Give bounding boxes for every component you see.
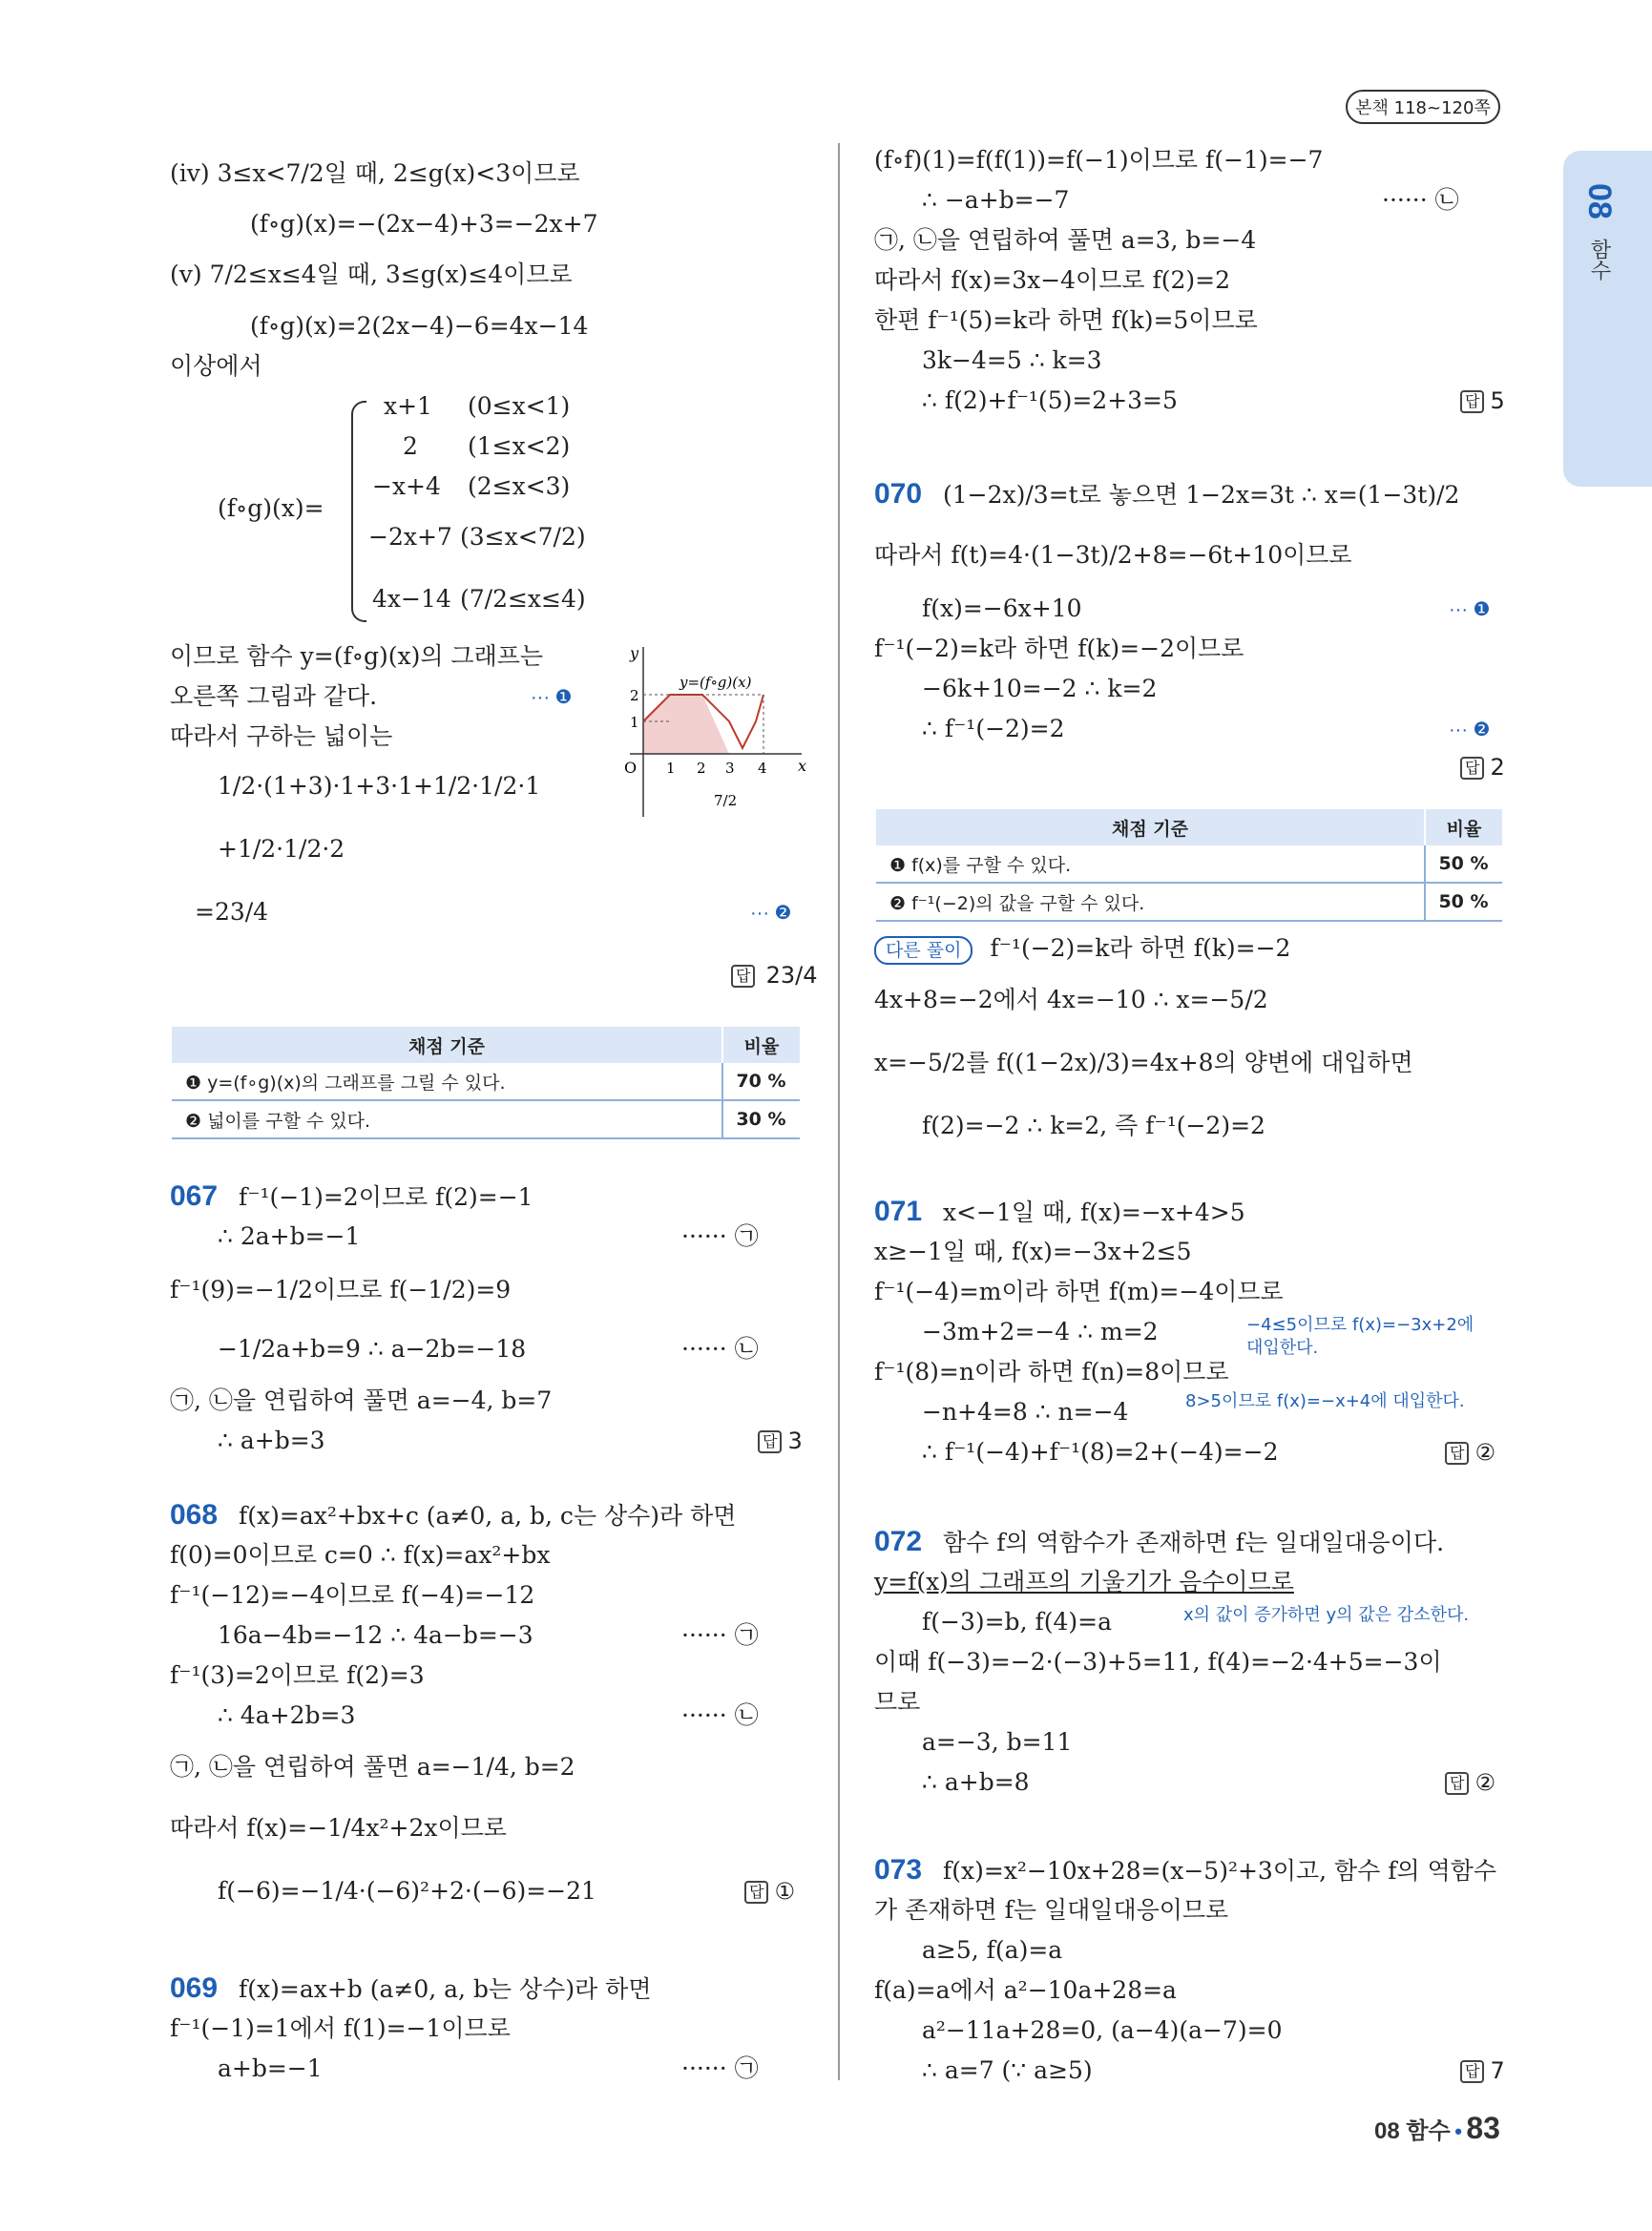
- problem-070-mark-2: ··· ❷: [1449, 719, 1491, 740]
- after-line-2: 오른쪽 그림과 같다.: [170, 682, 378, 710]
- page-range-text: 본책 118~120쪽: [1355, 98, 1491, 118]
- problem-071-note-1a: −4≤5이므로 f(x)=−3x+2에: [1246, 1315, 1474, 1335]
- chapter-side-tab: [1563, 151, 1652, 487]
- answer-badge: [731, 962, 817, 989]
- problem-067-number: 067: [170, 1180, 219, 1212]
- problem-071-line-2: x≥−1일 때, f(x)=−3x+2≤5: [874, 1238, 1192, 1265]
- problem-069-tag: ······ ㉠: [681, 2054, 759, 2082]
- answer-value: 5: [1490, 387, 1505, 414]
- criteria-row-1-text: ❶ y=(f∘g)(x)의 그래프를 그릴 수 있다.: [172, 1063, 722, 1100]
- problem-071-text-1: x<−1일 때, f(x)=−x+4>5: [943, 1199, 1245, 1226]
- top-line-3: ㉠, ㉡을 연립하여 풀면 a=3, b=−4: [874, 226, 1257, 254]
- answer-icon: 답: [744, 1881, 768, 1904]
- answer-value: 2: [1490, 754, 1505, 781]
- problem-071-line-7: ∴ f⁻¹(−4)+f⁻¹(8)=2+(−4)=−2: [922, 1438, 1279, 1466]
- piece-5-expr: 4x−14: [372, 585, 451, 613]
- problem-070-line-2: 따라서 f(t)=4·(1−3t)/2+8=−6t+10이므로: [874, 541, 1352, 569]
- left-mark-1: ··· ❶: [531, 687, 573, 708]
- top-tag: ······ ㉡: [1382, 186, 1459, 214]
- problem-069-number: 069: [170, 1972, 219, 2004]
- top-answer: [1460, 387, 1505, 414]
- problem-072-answer: [1445, 1769, 1495, 1796]
- problem-068-line-9: f(−6)=−1/4·(−6)²+2·(−6)=−21: [218, 1877, 596, 1905]
- problem-071-line-3: f⁻¹(−4)=m이라 하면 f(m)=−4이므로: [874, 1278, 1284, 1305]
- problem-070-line-1: [874, 479, 1459, 511]
- side-tab-label: 함수: [1587, 239, 1611, 281]
- problem-072-line-7: ∴ a+b=8: [922, 1768, 1030, 1796]
- criteria-row-2-text: ❷ f⁻¹(−2)의 값을 구할 수 있다.: [876, 883, 1425, 921]
- problem-072-note: x의 값이 증가하면 y의 값은 감소한다.: [1183, 1605, 1470, 1625]
- page-footer: [1374, 2111, 1500, 2146]
- top-line-4: 따라서 f(x)=3x−4이므로 f(2)=2: [874, 266, 1230, 294]
- intro-line-2: (f∘g)(x)=−(2x−4)+3=−2x+7: [250, 210, 598, 238]
- alt-solution-line-4: f(2)=−2 ∴ k=2, 즉 f⁻¹(−2)=2: [922, 1112, 1265, 1139]
- piece-5-cond: (7/2≤x≤4): [460, 585, 586, 613]
- problem-070-line-3: f(x)=−6x+10: [922, 594, 1082, 622]
- left-criteria-table: [172, 1027, 800, 1139]
- problem-068-tag-2: ······ ㉡: [681, 1701, 759, 1729]
- answer-icon: 답: [1460, 2060, 1484, 2083]
- graph-xtick-3: 3: [725, 760, 735, 777]
- problem-069-line-2: f⁻¹(−1)=1에서 f(1)=−1이므로: [170, 2014, 511, 2042]
- graph-x-label: x: [798, 757, 807, 775]
- criteria-ratio-head: 비율: [1425, 809, 1502, 845]
- top-line-7: ∴ f(2)+f⁻¹(5)=2+3=5: [922, 386, 1178, 414]
- problem-069-line-1: [170, 1973, 651, 2005]
- after-line-4: 1/2·(1+3)·1+3·1+1/2·1/2·1: [218, 772, 541, 800]
- graph-fg: [611, 639, 811, 830]
- problem-067-text-1: f⁻¹(−1)=2이므로 f(2)=−1: [239, 1183, 533, 1211]
- problem-071-line-1: [874, 1197, 1245, 1228]
- piece-3-cond: (2≤x<3): [468, 472, 571, 500]
- graph-ytick-2: 2: [630, 687, 639, 704]
- problem-073-line-3: a≥5, f(a)=a: [922, 1936, 1063, 1964]
- problem-068-number: 068: [170, 1499, 219, 1531]
- problem-071-line-5: f⁻¹(8)=n이라 하면 f(n)=8이므로: [874, 1358, 1229, 1386]
- problem-068-line-8: 따라서 f(x)=−1/4x²+2x이므로: [170, 1814, 507, 1842]
- problem-073-line-4: f(a)=a에서 a²−10a+28=a: [874, 1976, 1177, 2004]
- problem-072-line-5: 므로: [874, 1688, 921, 1716]
- problem-068-line-5: f⁻¹(3)=2이므로 f(2)=3: [170, 1661, 425, 1689]
- problem-067-line-5: ㉠, ㉡을 연립하여 풀면 a=−4, b=7: [170, 1387, 553, 1414]
- criteria-row-2-text: ❷ 넓이를 구할 수 있다.: [172, 1100, 722, 1138]
- top-line-6: 3k−4=5 ∴ k=3: [922, 346, 1102, 374]
- criteria-row-1-ratio: 50 %: [1425, 845, 1502, 883]
- graph-func-label: y=(f∘g)(x): [680, 674, 752, 691]
- problem-070-answer: [1460, 754, 1505, 781]
- piece-2-cond: (1≤x<2): [468, 432, 571, 460]
- problem-073-number: 073: [874, 1854, 923, 1886]
- piece-4-expr: −2x+7: [368, 523, 452, 551]
- alt-solution-line-2: 4x+8=−2에서 4x=−10 ∴ x=−5/2: [874, 986, 1268, 1013]
- problem-070-line-5: −6k+10=−2 ∴ k=2: [922, 675, 1158, 702]
- problem-067-tag-2: ······ ㉡: [681, 1335, 759, 1363]
- problem-069-text-1: f(x)=ax+b (a≠0, a, b는 상수)라 하면: [239, 1975, 652, 2003]
- piece-1-expr: x+1: [384, 392, 432, 420]
- problem-073-line-2: 가 존재하면 f는 일대일대응이므로: [874, 1896, 1229, 1924]
- problem-073-answer: [1460, 2057, 1505, 2084]
- alt-solution-text-1: f⁻¹(−2)=k라 하면 f(k)=−2: [990, 934, 1291, 962]
- criteria-head: 채점 기준: [172, 1027, 722, 1063]
- answer-value: ①: [774, 1878, 795, 1905]
- problem-071-note-2: 8>5이므로 f(x)=−x+4에 대입한다.: [1185, 1391, 1465, 1411]
- footer-chapter: 08 함수: [1374, 2118, 1451, 2144]
- piece-3-expr: −x+4: [372, 472, 441, 500]
- after-line-3: 따라서 구하는 넓이는: [170, 722, 393, 750]
- piece-1-cond: (0≤x<1): [468, 392, 571, 420]
- problem-068-line-7: ㉠, ㉡을 연립하여 풀면 a=−1/4, b=2: [170, 1753, 575, 1781]
- answer-icon: 답: [1460, 757, 1484, 780]
- graph-y-label: y: [630, 644, 639, 662]
- problem-072-line-1: [874, 1527, 1444, 1558]
- problem-073-line-6: ∴ a=7 (∵ a≥5): [922, 2056, 1093, 2084]
- intro-line-5: 이상에서: [170, 352, 262, 380]
- answer-icon: 답: [1445, 1442, 1469, 1465]
- graph-xtick-4: 4: [758, 760, 767, 777]
- alt-solution-badge: 다른 풀이: [874, 936, 972, 965]
- column-divider: [838, 143, 840, 2080]
- problem-067-answer: [758, 1428, 803, 1454]
- problem-070-line-4: f⁻¹(−2)=k라 하면 f(k)=−2이므로: [874, 635, 1244, 662]
- problem-072-text-1: 함수 f의 역함수가 존재하면 f는 일대일대응이다.: [943, 1529, 1445, 1556]
- graph-shaded-area: [643, 695, 729, 754]
- problem-067-line-3: f⁻¹(9)=−1/2이므로 f(−1/2)=9: [170, 1276, 512, 1303]
- problem-070-line-6: ∴ f⁻¹(−2)=2: [922, 715, 1065, 742]
- piecewise-brace: [351, 401, 366, 622]
- left-mark-2: ··· ❷: [750, 903, 792, 924]
- problem-072-line-2: y=f(x)의 그래프의 기울기가 음수이므로: [874, 1568, 1294, 1595]
- problem-067-tag-1: ······ ㉠: [681, 1222, 759, 1250]
- problem-071-line-4: −3m+2=−4 ∴ m=2: [922, 1318, 1159, 1345]
- problem-072-line-3: f(−3)=b, f(4)=a: [922, 1608, 1112, 1636]
- problem-071-number: 071: [874, 1196, 923, 1227]
- problem-068-text-1: f(x)=ax²+bx+c (a≠0, a, b, c는 상수)라 하면: [239, 1502, 737, 1530]
- criteria-row: [172, 1063, 800, 1100]
- criteria-ratio-head: 비율: [722, 1027, 800, 1063]
- problem-068-line-1: [170, 1500, 736, 1532]
- answer-icon: 답: [1460, 390, 1484, 413]
- problem-068-line-3: f⁻¹(−12)=−4이므로 f(−4)=−12: [170, 1581, 535, 1609]
- graph-xtick-2: 2: [697, 760, 706, 777]
- answer-icon: 답: [758, 1430, 782, 1453]
- problem-071-note-1b: 대입한다.: [1246, 1338, 1319, 1358]
- problem-072-number: 072: [874, 1526, 923, 1557]
- page-range-badge: [1346, 90, 1500, 124]
- problem-067-line-4: −1/2a+b=9 ∴ a−2b=−18: [218, 1335, 527, 1363]
- graph-xtick-1: 1: [666, 760, 676, 777]
- piece-4-cond: (3≤x<7/2): [460, 523, 586, 551]
- criteria-row-2-ratio: 50 %: [1425, 883, 1502, 921]
- problem-073-text-1: f(x)=x²−10x+28=(x−5)²+3이고, 함수 f의 역함수: [943, 1857, 1497, 1885]
- criteria-row: [876, 883, 1502, 921]
- problem-068-line-6: ∴ 4a+2b=3: [218, 1701, 356, 1729]
- problem-073-line-5: a²−11a+28=0, (a−4)(a−7)=0: [922, 2016, 1283, 2044]
- top-line-5: 한편 f⁻¹(5)=k라 하면 f(k)=5이므로: [874, 306, 1258, 334]
- after-line-6: =23/4: [195, 898, 269, 926]
- answer-icon: 답: [1445, 1772, 1469, 1795]
- intro-line-1: (iv) 3≤x<7/2일 때, 2≤g(x)<3이므로: [170, 159, 580, 187]
- graph-xtick-extra: 7/2: [714, 792, 738, 809]
- right-criteria-table: [876, 809, 1502, 922]
- side-tab-number: 08: [1581, 183, 1618, 219]
- intro-line-4: (f∘g)(x)=2(2x−4)−6=4x−14: [250, 312, 589, 340]
- after-line-1: 이므로 함수 y=(f∘g)(x)의 그래프는: [170, 642, 544, 670]
- problem-071-line-6: −n+4=8 ∴ n=−4: [922, 1398, 1129, 1426]
- answer-value: ②: [1474, 1769, 1495, 1796]
- problem-072-line-4: 이때 f(−3)=−2·(−3)+5=11, f(4)=−2·4+5=−3이: [874, 1648, 1442, 1676]
- problem-068-line-2: f(0)=0이므로 c=0 ∴ f(x)=ax²+bx: [170, 1541, 551, 1569]
- alt-solution-line-3: x=−5/2를 f((1−2x)/3)=4x+8의 양변에 대입하면: [874, 1049, 1413, 1076]
- graph-ytick-1: 1: [630, 714, 639, 731]
- problem-071-answer: [1445, 1439, 1495, 1466]
- answer-value: 7: [1490, 2057, 1505, 2084]
- problem-069-line-3: a+b=−1: [218, 2054, 323, 2082]
- problem-067-line-6: ∴ a+b=3: [218, 1427, 325, 1454]
- top-line-2: ∴ −a+b=−7: [922, 186, 1070, 214]
- problem-068-line-4: 16a−4b=−12 ∴ 4a−b=−3: [218, 1621, 533, 1649]
- graph-origin: O: [624, 759, 638, 777]
- answer-icon: 답: [731, 965, 755, 988]
- problem-067-line-1: [170, 1181, 533, 1213]
- criteria-row-2-ratio: 30 %: [722, 1100, 800, 1138]
- criteria-head: 채점 기준: [876, 809, 1425, 845]
- criteria-row: [876, 845, 1502, 883]
- after-line-5: +1/2·1/2·2: [218, 835, 345, 863]
- top-line-1: (f∘f)(1)=f(f(1))=f(−1)이므로 f(−1)=−7: [874, 146, 1324, 174]
- problem-073-line-1: [874, 1855, 1496, 1887]
- answer-value: 3: [787, 1428, 803, 1454]
- piecewise-lhs: (f∘g)(x)=: [218, 494, 324, 522]
- criteria-row-1-text: ❶ f(x)를 구할 수 있다.: [876, 845, 1425, 883]
- footer-separator: •: [1454, 2119, 1462, 2143]
- intro-line-3: (v) 7/2≤x≤4일 때, 3≤g(x)≤4이므로: [170, 261, 573, 288]
- problem-068-tag-1: ······ ㉠: [681, 1621, 759, 1649]
- answer-value: ②: [1474, 1439, 1495, 1466]
- problem-072-line-6: a=−3, b=11: [922, 1728, 1073, 1756]
- answer-value: 23/4: [765, 962, 818, 989]
- alt-solution-line-1: [874, 933, 1290, 965]
- problem-070-text-1: (1−2x)/3=t로 놓으면 1−2x=3t ∴ x=(1−3t)/2: [943, 481, 1460, 509]
- piece-2-expr: 2: [403, 432, 418, 460]
- problem-067-line-2: ∴ 2a+b=−1: [218, 1222, 361, 1250]
- footer-page-number: 83: [1466, 2111, 1500, 2145]
- problem-068-answer: [744, 1878, 795, 1905]
- problem-070-number: 070: [874, 478, 923, 510]
- criteria-row-1-ratio: 70 %: [722, 1063, 800, 1100]
- criteria-row: [172, 1100, 800, 1138]
- problem-070-mark-1: ··· ❶: [1449, 599, 1491, 620]
